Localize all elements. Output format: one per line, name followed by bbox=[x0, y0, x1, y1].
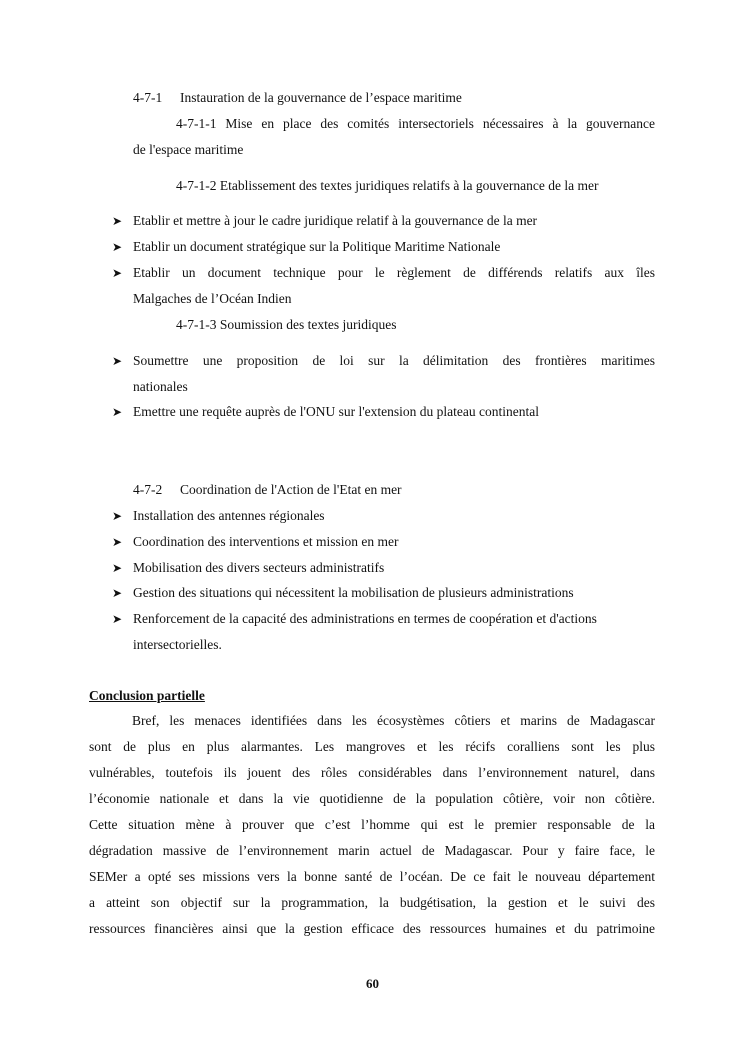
arrow-bullet-icon: ➤ bbox=[112, 405, 123, 419]
section-number: 4-7-2 bbox=[133, 482, 163, 497]
bullet-item bbox=[112, 533, 398, 551]
arrow-bullet-icon: ➤ bbox=[112, 266, 123, 280]
bullet-text: Etablir un document stratégique sur la Politique Maritime Nationale bbox=[133, 239, 501, 254]
arrow-bullet-icon: ➤ bbox=[112, 509, 123, 523]
arrow-bullet-icon: ➤ bbox=[112, 586, 123, 600]
bullet-text: Renforcement de la capacité des administrations en termes de coopération et d'actions bbox=[133, 611, 597, 626]
bullet-text: Etablir un document technique pour le règlement de différends relatifs aux îles bbox=[133, 265, 655, 280]
bullet-text: Mobilisation des divers secteurs administratifs bbox=[133, 560, 385, 575]
paragraph-line: Bref, les menaces identifiées dans les écosystèmes côtiers et marins de Madagascar bbox=[132, 713, 655, 728]
bullet-text: Gestion des situations qui nécessitent la mobilisation de plusieurs administrations bbox=[133, 585, 574, 600]
bullet-item bbox=[112, 559, 384, 577]
page-number: 60 bbox=[366, 976, 379, 991]
bullet-item bbox=[112, 610, 597, 628]
section-number: 4-7-1 bbox=[133, 90, 163, 105]
subsection-text-line: 4-7-1-1 Mise en place des comités intersectoriels nécessaires à la gouvernance bbox=[176, 116, 655, 131]
subsection-4-7-1-1-cont: de l'espace maritime bbox=[133, 142, 244, 157]
bullet-item bbox=[112, 507, 325, 525]
bullet-item bbox=[112, 238, 500, 256]
bullet-text: Soumettre une proposition de loi sur la délimitation des frontières maritimes bbox=[133, 353, 655, 368]
bullet-text: Etablir et mettre à jour le cadre juridique relatif à la gouvernance de la mer bbox=[133, 213, 538, 228]
arrow-bullet-icon: ➤ bbox=[112, 535, 123, 549]
bullet-text: Coordination des interventions et mission en mer bbox=[133, 534, 399, 549]
section-heading-4-7-1 bbox=[133, 89, 462, 107]
paragraph-line: ressources financières ainsi que la gestion efficace des ressources humaines et du patrimoine bbox=[89, 921, 655, 936]
bullet-text-cont: nationales bbox=[133, 379, 188, 394]
paragraph-line: sont de plus en plus alarmantes. Les mangroves et les récifs coralliens sont les plus bbox=[89, 739, 655, 754]
arrow-bullet-icon: ➤ bbox=[112, 354, 123, 368]
subsection-4-7-1-2: 4-7-1-2 Etablissement des textes juridiques relatifs à la gouvernance de la mer bbox=[176, 178, 599, 193]
bullet-item bbox=[112, 264, 655, 282]
section-title: Instauration de la gouvernance de l’espace maritime bbox=[180, 90, 462, 105]
bullet-item bbox=[112, 352, 655, 370]
arrow-bullet-icon: ➤ bbox=[112, 561, 123, 575]
section-heading-4-7-2 bbox=[133, 481, 402, 499]
arrow-bullet-icon: ➤ bbox=[112, 240, 123, 254]
arrow-bullet-icon: ➤ bbox=[112, 612, 123, 626]
conclusion-title: Conclusion partielle bbox=[89, 688, 205, 703]
paragraph-line: Cette situation mène à prouver que c’est l’homme qui est le premier responsable de la bbox=[89, 817, 655, 832]
paragraph-line: l’économie nationale et dans la vie quotidienne de la population côtière, voir non côtière. bbox=[89, 791, 655, 806]
bullet-text-cont: intersectorielles. bbox=[133, 637, 222, 652]
bullet-item bbox=[112, 403, 539, 421]
bullet-text: Emettre une requête auprès de l'ONU sur l'extension du plateau continental bbox=[133, 404, 539, 419]
conclusion-paragraph bbox=[89, 708, 655, 942]
paragraph-line: a atteint son objectif sur la programmation, la budgétisation, la gestion et le suivi des bbox=[89, 895, 655, 910]
section-title: Coordination de l'Action de l'Etat en mer bbox=[180, 482, 402, 497]
paragraph-line: SEMer a opté ses missions vers la bonne santé de l’océan. De ce fait le nouveau département bbox=[89, 869, 655, 884]
paragraph-line: vulnérables, toutefois ils jouent des rôles considérables dans l’environnement naturel, dans bbox=[89, 765, 655, 780]
bullet-item bbox=[112, 212, 537, 230]
paragraph-line: dégradation massive de l’environnement marin actuel de Madagascar. Pour y faire face, le bbox=[89, 843, 655, 858]
subsection-4-7-1-3: 4-7-1-3 Soumission des textes juridiques bbox=[176, 317, 397, 332]
bullet-item bbox=[112, 584, 574, 602]
bullet-text-cont: Malgaches de l’Océan Indien bbox=[133, 291, 292, 306]
bullet-text: Installation des antennes régionales bbox=[133, 508, 325, 523]
arrow-bullet-icon: ➤ bbox=[112, 214, 123, 228]
subsection-4-7-1-1 bbox=[176, 115, 655, 133]
